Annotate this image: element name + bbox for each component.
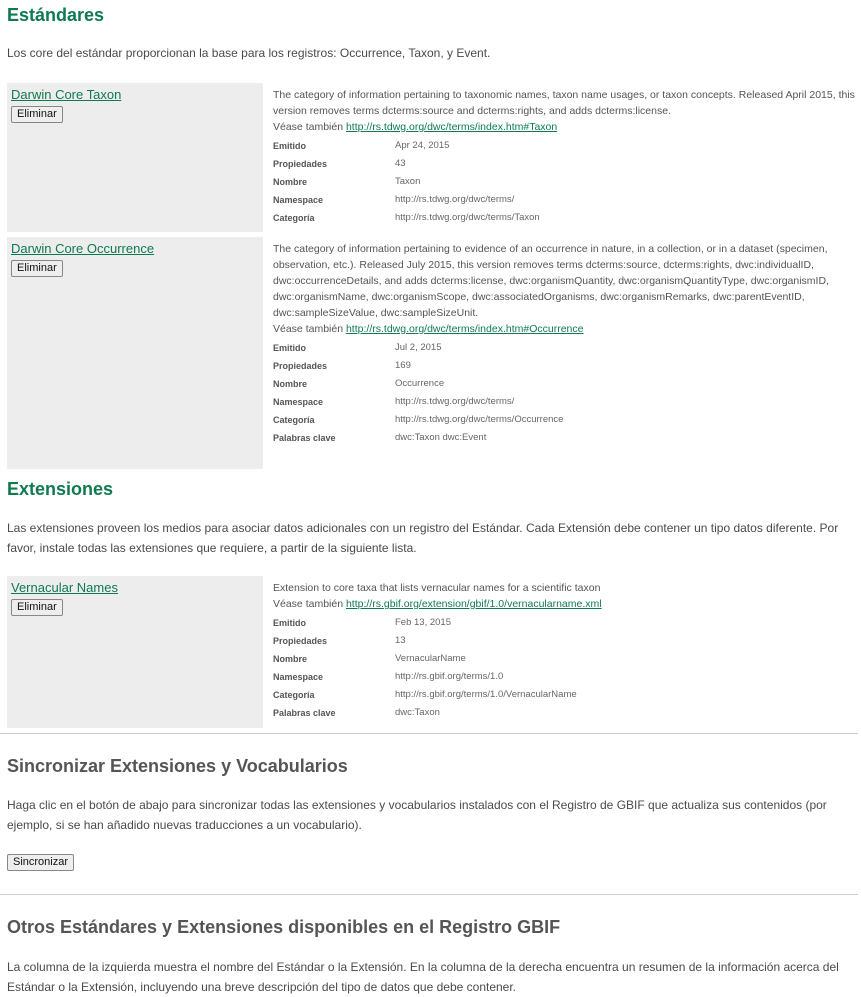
meta-row: Categoría http://rs.tdwg.org/dwc/terms/Occurrence: [273, 414, 564, 425]
others-intro: La columna de la izquierda muestra el nombre del Estándar o la Extensión. En la columna de la derecha encuentra un resumen de la información acerca del Estándar o la Extensión, incluyendo una breve descripción del tipo de datos que debe contener.: [7, 960, 839, 994]
meta-row: Propiedades 169: [273, 360, 411, 371]
extension-description: Extension to core taxa that lists vernacular names for a scientific taxon Véase también http://rs.gbif.org/extension/gbif/1.0/vernacularname.xml: [273, 582, 602, 610]
standard-row-occurrence: [7, 237, 857, 469]
meta-row: Namespace http://rs.tdwg.org/dwc/terms/: [273, 194, 515, 205]
standard-description: The category of information pertaining to evidence of an occurrence in nature, in a collection, or in a dataset (specimen, observation, etc.). Released July 2015, this version removes terms dcterms:source, dcterms:rights, dwc:individualID, dwc:occurrenceDetails, and adds dcterms:license, dwc:organismQuantity, dwc:organismQuantityType, dwc:organismID, dwc:organismName, dwc:organismScope, dwc:associatedOrganisms, dwc:organismRemarks, dwc:parentEventID, dwc:sampleSizeValue, dwc:sampleSizeUnit. Véase también http://rs.tdwg.org/dwc/terms/index.htm#Occurrence: [273, 243, 829, 335]
extension-name-cell: [7, 576, 263, 728]
see-also-label: Véase también: [273, 598, 344, 610]
extension-link-vernacular-names[interactable]: Vernacular Names: [11, 580, 118, 595]
remove-button-occurrence[interactable]: Eliminar: [11, 260, 63, 277]
see-also-label: Véase también: [273, 323, 344, 335]
others-heading: Otros Estándares y Extensiones disponibles en el Registro GBIF: [7, 917, 561, 937]
standard-link-darwin-core-taxon[interactable]: Darwin Core Taxon: [11, 87, 122, 102]
standard-meta-table: [273, 137, 540, 227]
remove-button-vernacular[interactable]: Eliminar: [11, 599, 63, 616]
standard-meta-table: [273, 339, 563, 447]
meta-row: Propiedades 43: [273, 158, 406, 169]
sync-heading: Sincronizar Extensiones y Vocabularios: [7, 756, 348, 776]
section-divider: [0, 733, 858, 734]
sync-button[interactable]: Sincronizar: [7, 854, 74, 871]
meta-row: Emitido Apr 24, 2015: [273, 140, 450, 151]
standard-name-cell: [7, 83, 263, 232]
remove-button-taxon[interactable]: Eliminar: [11, 106, 63, 123]
standard-details: [263, 83, 857, 232]
meta-row: Nombre VernacularName: [273, 653, 466, 664]
extension-meta-table: [273, 614, 577, 722]
standard-link-darwin-core-occurrence[interactable]: Darwin Core Occurrence: [11, 241, 155, 256]
meta-row: Namespace http://rs.gbif.org/terms/1.0: [273, 671, 504, 682]
extensions-intro: Las extensiones proveen los medios para asociar datos adicionales con un registro del Estándar. Cada Extensión debe contener un tipo datos diferente. Por favor, instale todas las extensiones que requiere, a partir de la siguiente lista.: [7, 521, 839, 555]
meta-row: Emitido Feb 13, 2015: [273, 617, 451, 628]
sync-intro: Haga clic en el botón de abajo para sincronizar todas las extensiones y vocabularios instalados con el Registro de GBIF que actualiza sus contenidos (por ejemplo, si se han añadido nuevas traducciones a un vocabulario).: [7, 798, 827, 832]
standard-row-taxon: [7, 83, 857, 232]
standard-description: The category of information pertaining to taxonomic names, taxon name usages, or taxon concepts. Released April 2015, this version removes terms dcterms:source and dcterms:rights, and adds dcterms:license. Véase también http://rs.tdwg.org/dwc/terms/index.htm#Taxon: [273, 89, 855, 133]
extension-details: [263, 576, 857, 728]
standard-details: [263, 237, 857, 469]
standard-name-cell: [7, 237, 263, 469]
meta-row: Nombre Occurrence: [273, 378, 445, 389]
meta-row: Palabras clave dwc:Taxon dwc:Event: [273, 432, 487, 443]
extension-row-vernacular: [7, 576, 857, 728]
extensions-heading: Extensiones: [7, 479, 114, 499]
see-also-link[interactable]: http://rs.tdwg.org/dwc/terms/index.htm#Taxon: [345, 121, 558, 133]
meta-row: Categoría http://rs.tdwg.org/dwc/terms/Taxon: [273, 212, 540, 223]
standards-intro: Los core del estándar proporcionan la base para los registros: Occurrence, Taxon, y Event.: [7, 46, 491, 60]
meta-row: Nombre Taxon: [273, 176, 421, 187]
meta-row: Categoría http://rs.gbif.org/terms/1.0/VernacularName: [273, 689, 577, 700]
meta-row: Namespace http://rs.tdwg.org/dwc/terms/: [273, 396, 515, 407]
meta-row: Propiedades 13: [273, 635, 406, 646]
see-also-label: Véase también: [273, 121, 344, 133]
see-also-link[interactable]: http://rs.gbif.org/extension/gbif/1.0/vernacularname.xml: [345, 598, 602, 610]
see-also-link[interactable]: http://rs.tdwg.org/dwc/terms/index.htm#Occurrence: [345, 323, 584, 335]
section-divider: [0, 894, 858, 895]
meta-row: Emitido Jul 2, 2015: [273, 342, 442, 353]
standards-heading: Estándares: [7, 5, 105, 25]
meta-row: Palabras clave dwc:Taxon: [273, 707, 440, 718]
